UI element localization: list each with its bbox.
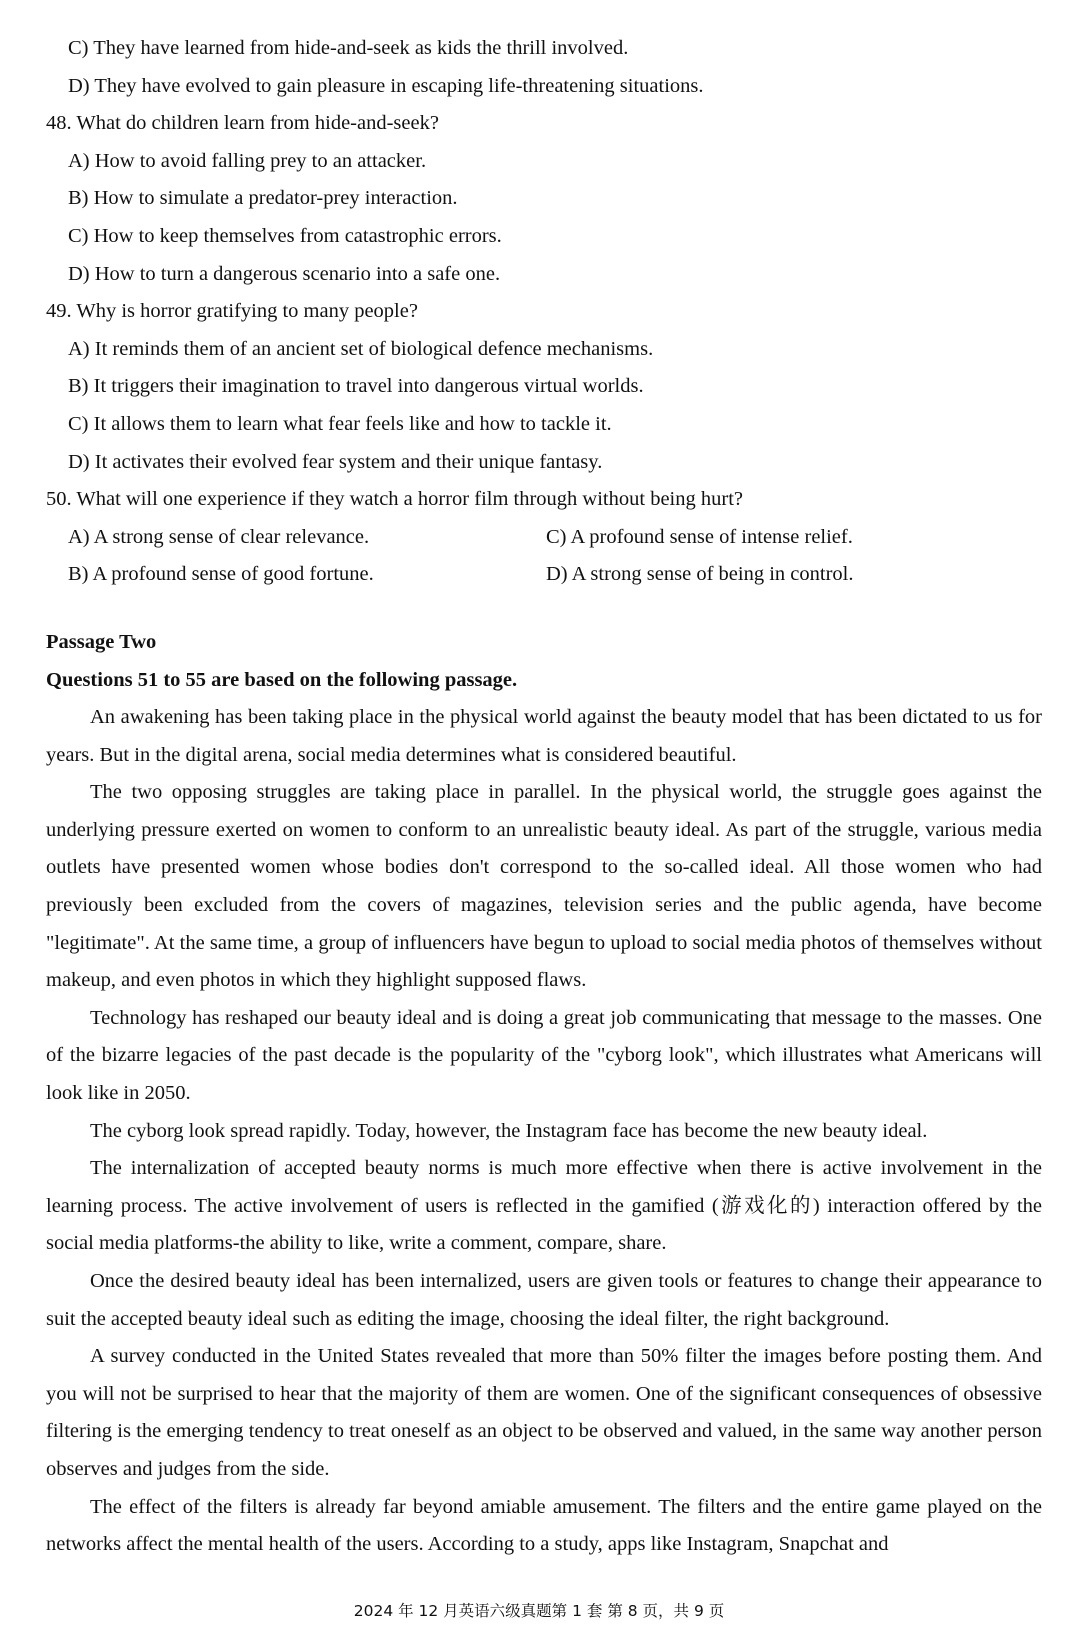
passage-paragraph-6: Once the desired beauty ideal has been internalized, users are given tools or features to change their appearance to suit the accepted beauty ideal such as editing the image, choosing the ideal filter, the right background.: [46, 1270, 1042, 1330]
passage-paragraph-8: The effect of the filters is already far beyond amiable amusement. The filters and the entire game played on the networks affect the mental health of the users. According to a study, apps like Instagram, Snapchat and: [46, 1495, 1042, 1556]
q48-question: 48. What do children learn from hide-and-seek?: [46, 112, 439, 135]
q50-option-b: B) A profound sense of good fortune.: [68, 563, 374, 586]
q50-question: 50. What will one experience if they watch a horror film through without being hurt?: [46, 488, 743, 511]
section-spacer: [46, 594, 1042, 624]
q48-option-a: A) How to avoid falling prey to an attacker.: [68, 149, 427, 172]
passage-paragraph-1: An awakening has been taking place in the physical world against the beauty model that has been dictated to us for years. But in the digital arena, social media determines what is considered beautiful.: [46, 706, 1042, 766]
passage-paragraph-5: The internalization of accepted beauty norms is much more effective when there is active involvement in the learning process. The active involvement of users is reflected in the gamified (游戏化的) interaction offered by the social media platforms-the ability to like, write a comment, compare, share.: [46, 1157, 1042, 1255]
q49-option-a: A) It reminds them of an ancient set of biological defence mechanisms.: [68, 337, 654, 360]
passage-paragraph-4: The cyborg look spread rapidly. Today, however, the Instagram face has become the new beauty ideal.: [90, 1119, 928, 1142]
page-content: [46, 30, 1042, 1564]
q47-option-c: C) They have learned from hide-and-seek as kids the thrill involved.: [68, 37, 629, 59]
q50-option-d: D) A strong sense of being in control.: [546, 563, 854, 586]
q48-option-c: C) How to keep themselves from catastrophic errors.: [68, 224, 502, 247]
q50-option-c: C) A profound sense of intense relief.: [546, 525, 853, 548]
passage-title: Passage Two: [46, 630, 157, 653]
q50-options-row-2: [46, 556, 1042, 594]
q49-option-b: B) It triggers their imagination to travel into dangerous virtual worlds.: [68, 375, 644, 398]
q48-option-b: B) How to simulate a predator-prey interaction.: [68, 187, 458, 210]
passage-instruction: Questions 51 to 55 are based on the following passage.: [46, 668, 518, 691]
q49-question: 49. Why is horror gratifying to many people?: [46, 300, 418, 323]
q49-option-c: C) It allows them to learn what fear feels like and how to tackle it.: [68, 412, 612, 435]
q49-option-d: D) It activates their evolved fear system and their unique fantasy.: [68, 450, 603, 473]
passage-paragraph-3: Technology has reshaped our beauty ideal and is doing a great job communicating that message to the masses. One of the bizarre legacies of the past decade is the popularity of the "cyborg look", which illustrates what Americans will look like in 2050.: [46, 1006, 1042, 1105]
passage-paragraph-7: A survey conducted in the United States revealed that more than 50% filter the images before posting them. And you will not be surprised to hear that the majority of them are women. One of the significant consequences of obsessive filtering is the emerging tendency to treat oneself as an object to be observed and valued, in the same way another person observes and judges from the side.: [46, 1345, 1042, 1480]
q48-option-d: D) How to turn a dangerous scenario into a safe one.: [68, 262, 501, 285]
page-footer: 2024 年 12 月英语六级真题第 1 套 第 8 页，共 9 页: [353, 1602, 725, 1620]
passage-paragraph-2: The two opposing struggles are taking place in parallel. In the physical world, the struggle goes against the underlying pressure exerted on women to conform to an unrealistic beauty ideal. As part of the struggle, various media outlets have presented women whose bodies don't correspond to the so-called ideal. All those women who had previously been excluded from the covers of magazines, television series and the public agenda, have become "legitimate". At the same time, a group of influencers have begun to upload to social media photos of themselves without makeup, and even photos in which they highlight supposed flaws.: [46, 781, 1042, 992]
q47-option-d: D) They have evolved to gain pleasure in escaping life-threatening situations.: [68, 74, 704, 97]
q50-options-row-1: [46, 519, 1042, 557]
q50-option-a: A) A strong sense of clear relevance.: [68, 525, 370, 548]
